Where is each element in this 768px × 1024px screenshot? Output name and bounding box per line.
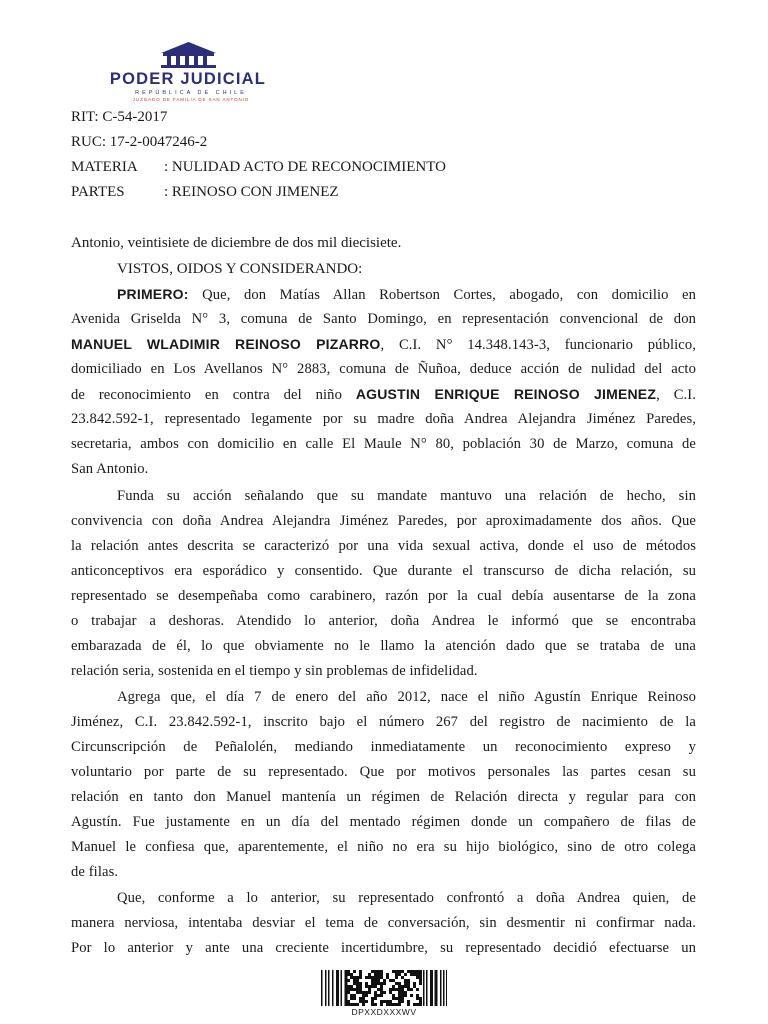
- ruc-value: 17-2-0047246-2: [109, 134, 208, 150]
- logo-subtitle: REPÚBLICA DE CHILE: [135, 90, 247, 96]
- body-line: domiciliado en Los Avellanos N° 2883, comuna de Ñuñoa, deduce acción de nulidad del acto: [71, 361, 696, 377]
- body-line: convivencia con doña Andrea Alejandra Jiménez Paredes, por aproximadamente dos años. Que: [71, 513, 696, 529]
- materia-value: : NULIDAD ACTO DE RECONOCIMIENTO: [164, 159, 446, 175]
- body-line: o trabajar a deshoras. Atendido lo anterior, doña Andrea le informó que se encontraba: [71, 613, 696, 629]
- materia-label: MATERIA: [71, 159, 138, 175]
- body-line: Manuel le confiesa que, aparentemente, el niño no era su hijo biológico, sino de otro colega: [71, 839, 696, 855]
- courthouse-icon: [151, 40, 226, 70]
- body-line: representado se desempeñaba como carabinero, razón por la cual debía ausentarse de la zona: [71, 588, 696, 604]
- body-line: relación seria, sostenida en el tiempo y sin problemas de infidelidad.: [71, 663, 478, 679]
- body-line: embarazada de él, lo que obviamente no le llamo la atención dado que se trataba de una: [71, 638, 696, 654]
- ruc-label: RUC:: [71, 134, 110, 150]
- body-line: relación en tanto don Manuel mantenía un régimen de Relación directa y regular para con: [71, 789, 696, 805]
- primero-label: PRIMERO:: [117, 286, 189, 302]
- body-line: voluntario por parte de su representado. Que por motivos personales las partes cesan su: [71, 764, 696, 780]
- body-text: , C.I.: [656, 387, 696, 403]
- body-text: Que, don Matías Allan Robertson Cortes, abogado, con domicilio en: [188, 287, 696, 303]
- vistos-heading: VISTOS, OIDOS Y CONSIDERANDO:: [117, 261, 363, 277]
- body-line: Agustín. Fue justamente en un día del mentado régimen donde un compañero de filas de: [71, 814, 696, 830]
- body-line: Circunscripción de Peñalolén, mediando inmediatamente un reconocimiento expreso y: [71, 739, 696, 755]
- materia-line: [71, 159, 446, 176]
- body-line: [71, 336, 696, 354]
- barcode-code: DPXXDXXXWV: [351, 1007, 417, 1017]
- document-barcode: [321, 970, 447, 1020]
- party-name: AGUSTIN ENRIQUE REINOSO JIMENEZ: [355, 386, 657, 402]
- body-line: anticonceptivos era esporádico y consentido. Que durante el transcurso de dicha relación, su: [71, 563, 696, 579]
- body-line: Jiménez, C.I. 23.842.592-1, inscrito bajo el número 267 del registro de nacimiento de la: [71, 714, 696, 730]
- poder-judicial-logo: [103, 40, 273, 102]
- logo-title: PODER JUDICIAL: [109, 70, 267, 88]
- body-line: Que, conforme a lo anterior, su representado confrontó a doña Andrea quien, de: [117, 890, 696, 906]
- body-line: secretaria, ambos con domicilio en calle El Maule N° 80, población 30 de Marzo, comuna de: [71, 436, 696, 452]
- date-line: Antonio, veintisiete de diciembre de dos mil diecisiete.: [71, 235, 402, 251]
- rit-line: [71, 109, 167, 126]
- partes-line: [71, 184, 339, 201]
- rit-label: RIT:: [71, 109, 103, 125]
- body-line: 23.842.592-1, representado legamente por su madre doña Andrea Alejandra Jiménez Paredes,: [71, 411, 696, 427]
- body-text: de reconocimiento en contra del niño: [71, 387, 356, 403]
- body-line: de filas.: [71, 864, 119, 880]
- body-line: la relación antes descrita se caracterizó por una vida sexual activa, donde el uso de métodos: [71, 538, 696, 554]
- body-line: Agrega que, el día 7 de enero del año 2012, nace el niño Agustín Enrique Reinoso: [117, 689, 696, 705]
- logo-tagline: JUZGADO DE FAMILIA DE SAN ANTONIO: [132, 97, 250, 102]
- body-line: [71, 386, 696, 404]
- rit-value: C-54-2017: [102, 109, 168, 125]
- partes-label: PARTES: [71, 184, 125, 200]
- body-line: Avenida Griselda N° 3, comuna de Santo Domingo, en representación convencional de don: [71, 311, 696, 327]
- barcode-qr-icon: [321, 970, 447, 1006]
- body-text: , C.I. N° 14.348.143-3, funcionario público,: [380, 337, 696, 353]
- body-line: manera nerviosa, intentaba desviar el tema de conversación, sin desmentir ni confirmar nada.: [71, 915, 696, 931]
- partes-value: : REINOSO CON JIMENEZ: [164, 184, 339, 200]
- body-line: San Antonio.: [71, 461, 149, 477]
- ruc-line: [71, 134, 207, 151]
- body-line: Por lo anterior y ante una creciente incertidumbre, su representado decidió efectuarse un: [71, 940, 696, 956]
- body-line: [117, 286, 696, 304]
- body-line: Funda su acción señalando que su mandate mantuvo una relación de hecho, sin: [117, 488, 696, 504]
- party-name: MANUEL WLADIMIR REINOSO PIZARRO: [71, 336, 381, 352]
